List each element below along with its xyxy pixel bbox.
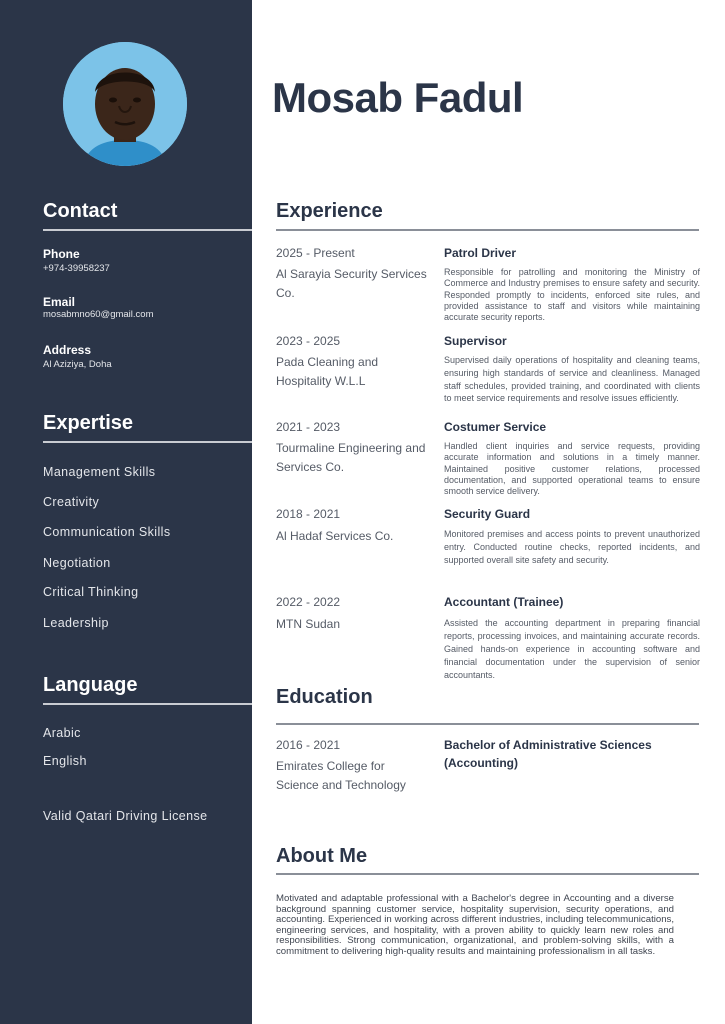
experience-org: Pada Cleaning and Hospitality W.L.L xyxy=(276,355,379,388)
expertise-item: Creativity xyxy=(43,495,100,509)
language-item: Arabic xyxy=(43,726,81,740)
driving-license: Valid Qatari Driving License xyxy=(43,809,208,823)
email-label: Email xyxy=(43,295,76,309)
experience-org: MTN Sudan xyxy=(276,617,341,631)
email-value: mosabmno60@gmail.com xyxy=(43,309,154,320)
experience-description: Assisted the accounting department in preparing financial reports, processing invoices, and maintaining accurate records. Gained hands-on experience in accounting software and financial documentation under the supervision of senior accountants. xyxy=(444,618,700,680)
experience-org: Tourmaline Engineering and Services Co. xyxy=(276,441,426,474)
phone-label: Phone xyxy=(43,247,80,261)
experience-description: Responsible for patrolling and monitoring the Ministry of Commerce and Industry premises to ensure safety and security. Responded promptly to incidents, enforced site rules, and provided assistance to staff and visitors while maintaining accurate security reports. xyxy=(444,267,700,323)
language-heading: Language xyxy=(43,674,138,696)
expertise-item: Negotiation xyxy=(43,556,111,570)
contact-divider xyxy=(43,229,252,231)
education-degree: Bachelor of Administrative Sciences (Accounting) xyxy=(444,738,652,770)
expertise-item: Management Skills xyxy=(43,465,156,479)
about-text: Motivated and adaptable professional with a Bachelor's degree in Accounting and a diverse background spanning customer service, hospitality supervision, security operations, and accounting. Experienced in working across different industries, including telecommunications, engineering services, and hospitality, with a proven ability to quickly learn new roles and responsibilities. Strong communication, organizational, and problem-solving skills, with a commitment to delivering high-quality results and maintaining professionalism in all tasks. xyxy=(276,893,674,957)
about-divider xyxy=(276,873,699,875)
expertise-item: Communication Skills xyxy=(43,525,171,539)
experience-divider xyxy=(276,229,699,231)
phone-value: +974-39958237 xyxy=(43,263,110,274)
person-name: Mosab Fadul xyxy=(272,74,524,121)
about-heading: About Me xyxy=(276,845,368,867)
experience-date: 2018 - 2021 xyxy=(276,507,341,521)
experience-org: Al Sarayia Security Services Co. xyxy=(276,267,427,300)
expertise-divider xyxy=(43,441,252,443)
address-label: Address xyxy=(43,343,92,357)
experience-title: Supervisor xyxy=(444,334,507,348)
experience-date: 2025 - Present xyxy=(276,246,355,260)
education-heading: Education xyxy=(276,686,373,708)
expertise-heading: Expertise xyxy=(43,412,134,434)
experience-date: 2021 - 2023 xyxy=(276,420,341,434)
avatar xyxy=(63,42,187,166)
contact-heading: Contact xyxy=(43,200,118,222)
experience-heading: Experience xyxy=(276,200,383,222)
sidebar xyxy=(0,0,252,1024)
experience-title: Security Guard xyxy=(444,507,531,521)
education-divider xyxy=(276,723,699,725)
experience-description: Supervised daily operations of hospitality and cleaning teams, ensuring high standards of service and cleanliness. Managed staff schedules, provided training, and coordinated with clients to meet service requirements and resolve issues efficiently. xyxy=(444,355,700,404)
experience-title: Patrol Driver xyxy=(444,246,517,260)
expertise-item: Leadership xyxy=(43,616,109,630)
language-divider xyxy=(43,703,252,705)
experience-date: 2022 - 2022 xyxy=(276,595,341,609)
profile-photo xyxy=(63,42,187,166)
experience-description: Handled client inquiries and service requests, providing accurate information and solutions in a timely manner. Maintained positive customer relations, processed documentation, and supported operational teams to ensure smooth service delivery. xyxy=(444,441,700,497)
expertise-item: Critical Thinking xyxy=(43,585,139,599)
experience-description: Monitored premises and access points to prevent unauthorized entry. Conducted routine checks, reported incidents, and supported overall site safety and security. xyxy=(444,529,700,565)
experience-title: Accountant (Trainee) xyxy=(444,595,564,609)
experience-title: Costumer Service xyxy=(444,420,547,434)
experience-org: Al Hadaf Services Co. xyxy=(276,529,394,543)
experience-date: 2023 - 2025 xyxy=(276,334,341,348)
education-date: 2016 - 2021 xyxy=(276,738,341,752)
address-value: Al Aziziya, Doha xyxy=(43,359,112,370)
language-item: English xyxy=(43,754,87,768)
education-school: Emirates College for Science and Technology xyxy=(276,759,406,792)
